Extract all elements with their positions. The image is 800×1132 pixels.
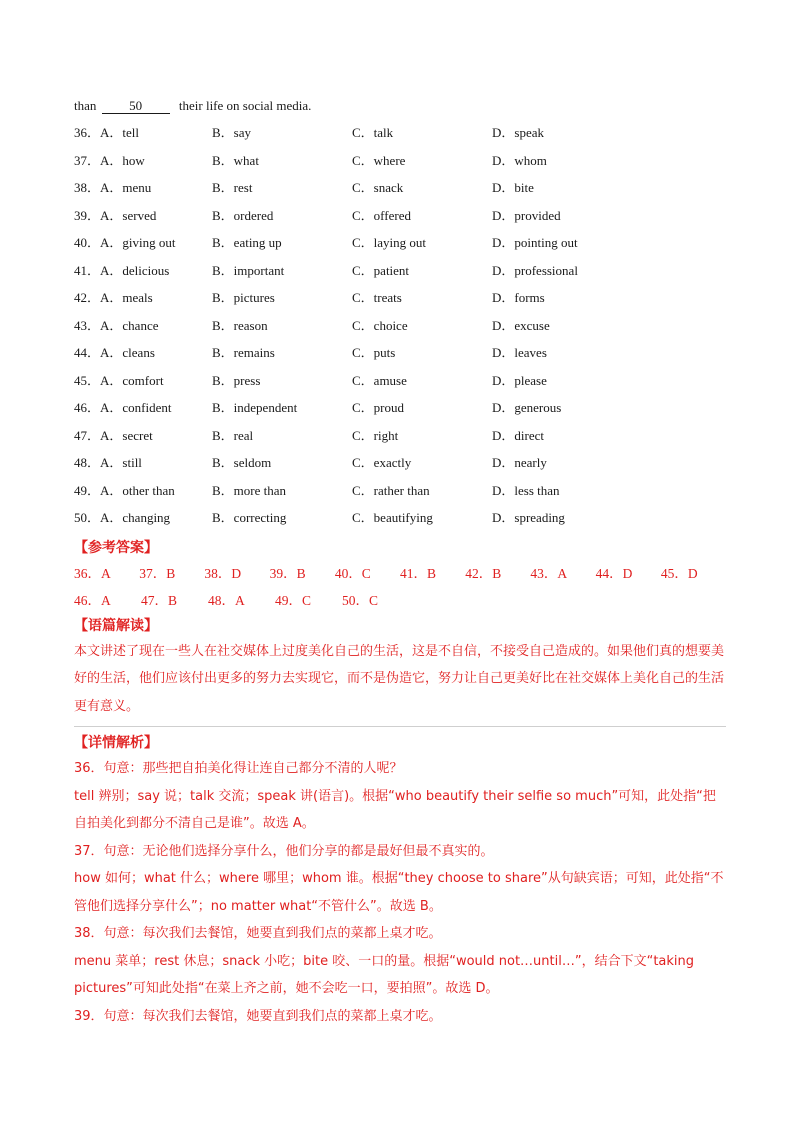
option-letter: A． xyxy=(100,235,123,250)
detail-paragraph: 38．句意：每次我们去餐馆，她要直到我们点的菜都上桌才吃。 xyxy=(74,926,442,941)
option-letter: D． xyxy=(492,317,515,333)
option-letter: A． xyxy=(100,482,123,498)
option-letter: A． xyxy=(100,455,123,470)
option-text: seldom xyxy=(233,455,272,470)
option-text: whom xyxy=(514,152,547,168)
divider xyxy=(74,726,726,727)
option-text: delicious xyxy=(122,262,170,278)
option-a xyxy=(74,151,212,179)
option-c xyxy=(352,371,492,399)
option-letter: C． xyxy=(352,372,374,388)
answers-title: 【参考答案】 xyxy=(74,539,158,556)
option-text: excuse xyxy=(514,317,550,333)
option-letter: A． xyxy=(100,262,123,278)
option-letter: B． xyxy=(212,290,234,305)
answer-item: 47．B xyxy=(141,592,178,608)
blank-50: 50 xyxy=(102,99,170,114)
intro-after: their life on social media. xyxy=(178,98,312,113)
option-text: served xyxy=(122,207,157,223)
option-text: changing xyxy=(122,510,171,525)
option-text: secret xyxy=(122,427,153,443)
answers-row-1 xyxy=(74,560,726,587)
question-row xyxy=(74,453,726,481)
option-letter: B． xyxy=(212,262,234,278)
option-text: menu xyxy=(122,180,152,195)
option-letter: B． xyxy=(212,207,234,223)
option-text: independent xyxy=(233,400,298,415)
answer-item: 40．C xyxy=(334,565,371,581)
question-number: 47． xyxy=(74,427,101,443)
option-b xyxy=(212,398,352,426)
question-number: 41． xyxy=(74,262,101,278)
option-letter: B． xyxy=(212,125,234,140)
option-text: treats xyxy=(373,290,402,305)
option-text: patient xyxy=(373,262,410,278)
option-letter: B． xyxy=(212,510,234,525)
option-letter: C． xyxy=(352,207,374,223)
option-text: forms xyxy=(514,290,545,305)
option-d xyxy=(492,316,642,344)
option-text: more than xyxy=(233,482,287,498)
passage-tail-line xyxy=(74,96,726,116)
question-number: 48． xyxy=(74,455,101,470)
options-list xyxy=(74,123,726,536)
option-text: provided xyxy=(514,207,561,223)
option-text: proud xyxy=(373,400,405,415)
option-text: eating up xyxy=(233,235,282,250)
option-letter: D． xyxy=(492,372,515,388)
option-d xyxy=(492,288,642,316)
option-c xyxy=(352,123,492,151)
question-row xyxy=(74,206,726,234)
option-letter: B． xyxy=(212,235,234,250)
question-row xyxy=(74,123,726,151)
option-letter: A． xyxy=(100,510,123,525)
option-letter: B． xyxy=(212,152,234,168)
question-number: 45． xyxy=(74,372,101,388)
option-c xyxy=(352,508,492,536)
question-number: 46． xyxy=(74,400,101,415)
answer-item: 42．B xyxy=(465,565,502,581)
option-a xyxy=(74,261,212,289)
option-letter: D． xyxy=(492,152,515,168)
option-text: ordered xyxy=(233,207,274,223)
reading-title: 【语篇解读】 xyxy=(74,617,158,634)
question-row xyxy=(74,343,726,371)
option-b xyxy=(212,178,352,206)
option-c xyxy=(352,316,492,344)
option-a xyxy=(74,288,212,316)
option-letter: B． xyxy=(212,345,234,360)
option-d xyxy=(492,206,642,234)
detail-paragraph: menu 菜单；rest 休息；snack 小吃；bite 咬、一口的量。根据“would not…until…”，结合下文“taking pictures”可知此处指“在菜上齐之前，她不会吃一口，要拍照”。故选 D。 xyxy=(74,953,695,996)
option-letter: C． xyxy=(352,125,374,140)
question-number: 36． xyxy=(74,125,101,140)
option-text: remains xyxy=(233,345,275,360)
detail-paragraph: 39．句意：每次我们去餐馆，她要直到我们点的菜都上桌才吃。 xyxy=(74,1008,442,1024)
option-d xyxy=(492,123,642,151)
question-row xyxy=(74,151,726,179)
intro-before: than xyxy=(74,98,97,113)
option-text: please xyxy=(514,372,547,388)
option-letter: D． xyxy=(492,125,515,140)
option-letter: D． xyxy=(492,510,515,525)
option-letter: D． xyxy=(492,455,515,470)
question-number: 49． xyxy=(74,482,101,498)
option-text: reason xyxy=(233,317,268,333)
option-text: snack xyxy=(373,180,404,195)
option-b xyxy=(212,481,352,509)
option-letter: B． xyxy=(212,180,234,195)
option-text: what xyxy=(233,152,259,168)
question-row xyxy=(74,288,726,316)
question-row xyxy=(74,261,726,289)
option-text: leaves xyxy=(514,345,547,360)
option-letter: A． xyxy=(100,372,123,388)
option-letter: C． xyxy=(352,482,374,498)
option-a xyxy=(74,398,212,426)
option-b xyxy=(212,206,352,234)
option-text: giving out xyxy=(122,235,176,250)
option-b xyxy=(212,508,352,536)
option-a xyxy=(74,178,212,206)
option-letter: C． xyxy=(352,400,374,415)
option-d xyxy=(492,343,642,371)
answer-item: 39．B xyxy=(269,565,306,581)
option-text: real xyxy=(233,427,254,443)
option-d xyxy=(492,178,642,206)
option-letter: C． xyxy=(352,345,374,360)
option-d xyxy=(492,508,642,536)
option-b xyxy=(212,151,352,179)
option-text: beautifying xyxy=(373,510,433,525)
option-letter: A． xyxy=(100,152,123,168)
option-a xyxy=(74,123,212,151)
question-number: 37． xyxy=(74,152,101,168)
option-text: exactly xyxy=(373,455,412,470)
option-text: meals xyxy=(122,290,153,305)
option-b xyxy=(212,426,352,454)
option-letter: A． xyxy=(100,317,123,333)
option-d xyxy=(492,453,642,481)
answers-row-2 xyxy=(74,587,726,614)
reading-paragraph: 本文讲述了现在一些人在社交媒体上过度美化自己的生活，这是不自信，不接受自己造成的。如果他们真的想要美好的生活，他们应该付出更多的努力去实现它，而不是伪造它，努力让自己更美好比在社交媒体上美化自己的生活更有意义。 xyxy=(74,643,725,714)
option-letter: A． xyxy=(100,207,123,223)
option-b xyxy=(212,453,352,481)
option-letter: C． xyxy=(352,317,374,333)
option-letter: D． xyxy=(492,400,515,415)
question-number: 42． xyxy=(74,290,101,305)
answer-item: 37．B xyxy=(139,565,176,581)
option-c xyxy=(352,206,492,234)
question-row xyxy=(74,426,726,454)
option-letter: C． xyxy=(352,235,374,250)
option-text: where xyxy=(373,152,406,168)
option-c xyxy=(352,343,492,371)
option-letter: C． xyxy=(352,262,374,278)
option-text: nearly xyxy=(514,455,547,470)
option-text: offered xyxy=(373,207,411,223)
option-a xyxy=(74,316,212,344)
option-a xyxy=(74,426,212,454)
option-c xyxy=(352,453,492,481)
question-row xyxy=(74,233,726,261)
option-letter: A． xyxy=(100,345,123,360)
option-text: correcting xyxy=(233,510,287,525)
option-letter: C． xyxy=(352,427,374,443)
option-text: less than xyxy=(514,482,560,498)
question-number: 39． xyxy=(74,207,101,223)
option-text: professional xyxy=(514,262,578,278)
option-text: tell xyxy=(122,125,140,140)
option-letter: C． xyxy=(352,152,374,168)
option-text: amuse xyxy=(373,372,407,388)
answer-item: 36．A xyxy=(74,565,111,581)
option-d xyxy=(492,398,642,426)
answer-item: 49．C xyxy=(275,592,312,608)
question-number: 40． xyxy=(74,235,101,250)
option-c xyxy=(352,481,492,509)
option-letter: D． xyxy=(492,345,515,360)
option-c xyxy=(352,151,492,179)
option-text: choice xyxy=(373,317,408,333)
answer-item: 38．D xyxy=(204,565,242,581)
option-text: laying out xyxy=(373,235,427,250)
option-letter: C． xyxy=(352,180,374,195)
option-letter: B． xyxy=(212,372,234,388)
option-c xyxy=(352,288,492,316)
option-b xyxy=(212,343,352,371)
option-text: spreading xyxy=(514,510,565,525)
answer-item: 45．D xyxy=(660,565,698,581)
option-letter: A． xyxy=(100,290,123,305)
option-text: speak xyxy=(514,125,544,140)
option-text: talk xyxy=(373,125,394,140)
option-c xyxy=(352,398,492,426)
option-a xyxy=(74,233,212,261)
option-text: generous xyxy=(514,400,562,415)
option-b xyxy=(212,261,352,289)
option-text: important xyxy=(233,262,285,278)
option-letter: A． xyxy=(100,427,123,443)
answer-item: 48．A xyxy=(208,592,245,608)
question-row xyxy=(74,316,726,344)
question-row xyxy=(74,508,726,536)
question-number: 43． xyxy=(74,317,101,333)
option-b xyxy=(212,288,352,316)
answer-item: 50．C xyxy=(342,592,379,608)
option-text: pictures xyxy=(233,290,275,305)
document-page xyxy=(74,96,726,1030)
option-letter: B． xyxy=(212,317,234,333)
detail-list xyxy=(74,755,726,1030)
option-a xyxy=(74,508,212,536)
option-text: other than xyxy=(122,482,175,498)
answer-item: 44．D xyxy=(595,565,633,581)
detail-paragraph: 37．句意：无论他们选择分享什么，他们分享的都是最好但最不真实的。 xyxy=(74,843,494,859)
question-row xyxy=(74,178,726,206)
answer-item: 41．B xyxy=(400,565,437,581)
option-text: bite xyxy=(514,180,534,195)
option-text: chance xyxy=(122,317,159,333)
option-c xyxy=(352,426,492,454)
option-letter: D． xyxy=(492,290,515,305)
option-b xyxy=(212,123,352,151)
option-d xyxy=(492,261,642,289)
option-a xyxy=(74,453,212,481)
option-d xyxy=(492,151,642,179)
option-c xyxy=(352,261,492,289)
option-text: rest xyxy=(233,180,253,195)
question-row xyxy=(74,481,726,509)
option-c xyxy=(352,233,492,261)
question-number: 44． xyxy=(74,345,101,360)
option-letter: C． xyxy=(352,455,374,470)
option-letter: A． xyxy=(100,400,123,415)
option-text: right xyxy=(373,427,399,443)
option-d xyxy=(492,371,642,399)
detail-paragraph: 36．句意：那些把自拍美化得让连自己都分不清的人呢？ xyxy=(74,761,403,776)
option-text: pointing out xyxy=(514,235,578,250)
question-row xyxy=(74,398,726,426)
option-d xyxy=(492,426,642,454)
option-letter: C． xyxy=(352,290,374,305)
answer-item: 43．A xyxy=(530,565,568,581)
option-b xyxy=(212,233,352,261)
question-number: 50． xyxy=(74,510,101,525)
option-letter: D． xyxy=(492,482,515,498)
option-text: still xyxy=(122,455,142,470)
question-number: 38． xyxy=(74,180,101,195)
detail-paragraph: tell 辨别；say 说；talk 交流；speak 讲(语言)。根据“who beautify their selfie so much”可知，此处指“把自拍美化到都分不清自己是谁”。故选 A。 xyxy=(74,788,716,831)
option-letter: D． xyxy=(492,207,515,223)
option-text: puts xyxy=(373,345,396,360)
option-letter: D． xyxy=(492,427,515,443)
option-d xyxy=(492,481,642,509)
option-letter: A． xyxy=(100,180,123,195)
option-text: how xyxy=(122,152,145,168)
question-row xyxy=(74,371,726,399)
option-text: rather than xyxy=(373,482,430,498)
option-letter: A． xyxy=(100,125,123,140)
detail-title: 【详情解析】 xyxy=(74,735,158,751)
option-text: press xyxy=(233,372,261,388)
option-d xyxy=(492,233,642,261)
option-text: confident xyxy=(122,400,172,415)
option-a xyxy=(74,481,212,509)
option-text: direct xyxy=(514,427,544,443)
option-c xyxy=(352,178,492,206)
option-letter: B． xyxy=(212,482,234,498)
option-letter: D． xyxy=(492,180,515,195)
option-letter: B． xyxy=(212,455,234,470)
option-letter: B． xyxy=(212,427,234,443)
option-b xyxy=(212,371,352,399)
option-letter: C． xyxy=(352,510,374,525)
option-text: cleans xyxy=(122,345,155,360)
option-letter: D． xyxy=(492,235,515,250)
option-text: comfort xyxy=(122,372,164,388)
option-letter: B． xyxy=(212,400,234,415)
option-text: say xyxy=(233,125,252,140)
option-a xyxy=(74,343,212,371)
option-a xyxy=(74,206,212,234)
answer-item: 46．A xyxy=(74,592,111,608)
option-letter: D． xyxy=(492,262,515,278)
option-b xyxy=(212,316,352,344)
detail-paragraph: how 如何；what 什么；where 哪里；whom 谁。根据“they choose to share”从句缺宾语；可知，此处指“不管他们选择分享什么”；no matter what“不管什么”。故选 B。 xyxy=(74,871,724,914)
option-a xyxy=(74,371,212,399)
